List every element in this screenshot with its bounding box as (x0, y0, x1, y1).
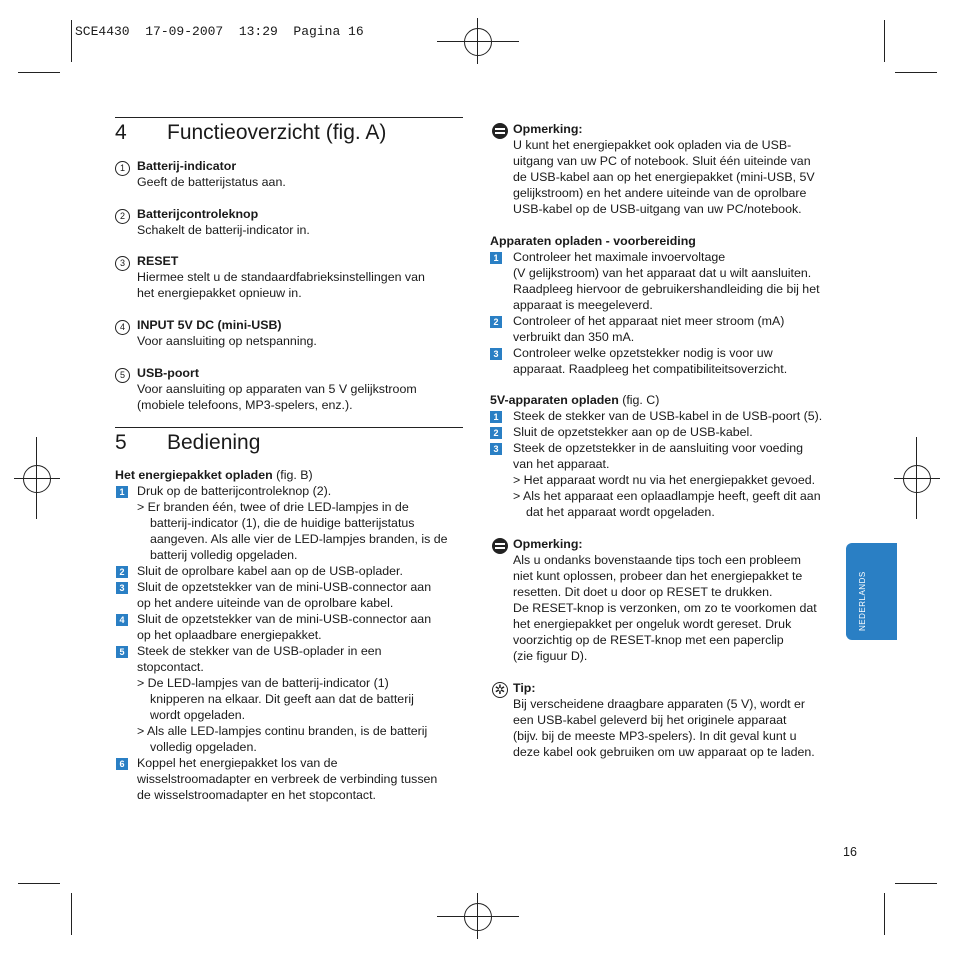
subheading-normal: (fig. B) (272, 468, 313, 482)
registration-mark-icon (464, 28, 492, 56)
paragraph-line: De RESET-knop is verzonken, om zo te voorkomen dat (513, 601, 817, 615)
crop-mark (916, 437, 917, 519)
step-text: > Als het apparaat een oplaadlampje heeft, geeft dit aan (513, 489, 821, 503)
paragraph-line: uitgang van uw PC of notebook. Sluit één uiteinde van (513, 154, 811, 168)
step-number-badge: 1 (490, 411, 502, 423)
subheading-charging (115, 468, 313, 482)
item-number-circle: 2 (115, 209, 130, 224)
step-text: de wisselstroomadapter en het stopcontact. (137, 788, 376, 802)
step-text: Sluit de opzetstekker van de mini-USB-connector aan (137, 580, 432, 594)
note-icon (492, 123, 508, 139)
step-number-badge: 5 (116, 646, 128, 658)
step-text: apparaat. Raadpleeg het compatibiliteitsoverzicht. (513, 362, 788, 376)
step-number-badge: 2 (490, 427, 502, 439)
step-text: stopcontact. (137, 660, 204, 674)
paragraph-line: deze kabel ook gebruiken om uw apparaat op te laden. (513, 745, 815, 759)
item-description: Voor aansluiting op netspanning. (137, 334, 317, 348)
step-text: Sluit de oprolbare kabel aan op de USB-oplader. (137, 564, 403, 578)
item-number-circle: 4 (115, 320, 130, 335)
item-title: Batterij-indicator (137, 159, 237, 173)
crop-mark (437, 916, 519, 917)
crop-mark (18, 883, 60, 884)
step-text: Druk op de batterijcontroleknop (2). (137, 484, 332, 498)
paragraph-line: Bij verscheidene draagbare apparaten (5 V), wordt er (513, 697, 806, 711)
step-number-badge: 2 (490, 316, 502, 328)
step-number-badge: 2 (116, 566, 128, 578)
crop-mark (477, 18, 478, 64)
step-text: > Er branden één, twee of drie LED-lampjes in de (137, 500, 409, 514)
step-text: > Het apparaat wordt nu via het energiepakket gevoed. (513, 473, 816, 487)
step-number-badge: 3 (490, 443, 502, 455)
step-text: Controleer het maximale invoervoltage (513, 250, 726, 264)
step-text: (V gelijkstroom) van het apparaat dat u wilt aansluiten. (513, 266, 812, 280)
subheading-bold: Het energiepakket opladen (115, 468, 273, 482)
tip-icon: ✲ (492, 682, 508, 698)
paragraph-line: het energiepakket per ongeluk wordt gereset. Druk (513, 617, 792, 631)
step-text: Raadpleeg hiervoor de gebruikershandleiding die bij het (513, 282, 820, 296)
step-text: apparaat is meegeleverd. (513, 298, 653, 312)
step-number-badge: 1 (490, 252, 502, 264)
step-text: volledig opgeladen. (150, 740, 257, 754)
item-description: Voor aansluiting op apparaten van 5 V gelijkstroom (137, 382, 417, 396)
section-title: Functieoverzicht (fig. A) (167, 121, 387, 144)
crop-mark (895, 883, 937, 884)
item-description: het energiepakket opnieuw in. (137, 286, 302, 300)
section-5-heading (115, 427, 463, 456)
paragraph-line: USB-kabel op de USB-uitgang van uw PC/notebook. (513, 202, 802, 216)
step-number-badge: 3 (490, 348, 502, 360)
paragraph-line: voorzichtig op de RESET-knop met een paperclip (513, 633, 784, 647)
item-title: INPUT 5V DC (mini-USB) (137, 318, 282, 332)
crop-mark (477, 893, 478, 939)
note-icon (492, 538, 508, 554)
paragraph-line: (bijv. bij de meeste MP3-spelers). In dit geval kunt u (513, 729, 797, 743)
step-number-badge: 3 (116, 582, 128, 594)
paragraph-line: niet kunt oplossen, probeer dan het energiepakket te (513, 569, 803, 583)
crop-mark (884, 893, 885, 935)
crop-mark (71, 20, 72, 62)
step-text: Sluit de opzetstekker aan op de USB-kabel. (513, 425, 753, 439)
language-tab (846, 543, 897, 640)
step-text: > Als alle LED-lampjes continu branden, is de batterij (137, 724, 428, 738)
charge5v-title: 5V-apparaten opladen (490, 393, 619, 407)
step-text: Steek de stekker van de USB-oplader in een (137, 644, 382, 658)
step-text: dat het apparaat wordt opgeladen. (526, 505, 715, 519)
item-description: (mobiele telefoons, MP3-spelers, enz.). (137, 398, 353, 412)
note-title: Opmerking: (513, 537, 583, 551)
step-text: op het andere uiteinde van de oprolbare kabel. (137, 596, 394, 610)
crop-mark (71, 893, 72, 935)
step-text: aangeven. Als alle vier de LED-lampjes branden, is de (150, 532, 448, 546)
crop-mark (18, 72, 60, 73)
step-number-badge: 6 (116, 758, 128, 770)
crop-mark (437, 41, 519, 42)
item-number-circle: 1 (115, 161, 130, 176)
crop-mark (14, 478, 60, 479)
section-number: 5 (115, 431, 127, 454)
crop-mark (894, 478, 940, 479)
step-text: van het apparaat. (513, 457, 610, 471)
paragraph-line: (zie figuur D). (513, 649, 588, 663)
charge5v-fig: (fig. C) (618, 393, 660, 407)
item-title: RESET (137, 254, 179, 268)
step-text: verbruikt dan 350 mA. (513, 330, 635, 344)
step-number-badge: 4 (116, 614, 128, 626)
paragraph-line: de USB-kabel aan op het energiepakket (mini-USB, 5V (513, 170, 815, 184)
step-text: > De LED-lampjes van de batterij-indicator (1) (137, 676, 389, 690)
item-description: Geeft de batterijstatus aan. (137, 175, 286, 189)
registration-mark-icon (903, 465, 931, 493)
paragraph-line: resetten. Dit doet u door op RESET te drukken. (513, 585, 773, 599)
step-text: wisselstroomadapter en verbreek de verbinding tussen (137, 772, 438, 786)
paragraph-line: U kunt het energiepakket ook opladen via de USB- (513, 138, 792, 152)
paragraph-line: Als u ondanks bovenstaande tips toch een probleem (513, 553, 801, 567)
paragraph-line: gelijkstroom) en het andere uiteinde van de oprolbare (513, 186, 807, 200)
paragraph-line: een USB-kabel geleverd bij het originele apparaat (513, 713, 787, 727)
crop-mark (884, 20, 885, 62)
section-4-heading (115, 117, 463, 146)
step-number-badge: 1 (116, 486, 128, 498)
tip-title: Tip: (513, 681, 536, 695)
language-tab-label: NEDERLANDS (858, 571, 867, 631)
step-text: knipperen na elkaar. Dit geeft aan dat de batterij (150, 692, 414, 706)
page-number: 16 (843, 845, 857, 859)
step-text: Sluit de opzetstekker van de mini-USB-connector aan (137, 612, 432, 626)
prep-heading: Apparaten opladen - voorbereiding (490, 234, 696, 248)
step-text: op het oplaadbare energiepakket. (137, 628, 322, 642)
section-number: 4 (115, 121, 127, 144)
registration-mark-icon (464, 903, 492, 931)
step-text: batterij volledig opgeladen. (150, 548, 298, 562)
step-text: batterij-indicator (1), die de huidige batterijstatus (150, 516, 415, 530)
item-title: USB-poort (137, 366, 199, 380)
step-text: Koppel het energiepakket los van de (137, 756, 338, 770)
step-text: Controleer of het apparaat niet meer stroom (mA) (513, 314, 785, 328)
registration-mark-icon (23, 465, 51, 493)
step-text: wordt opgeladen. (150, 708, 246, 722)
item-number-circle: 3 (115, 256, 130, 271)
item-number-circle: 5 (115, 368, 130, 383)
charge5v-heading (490, 393, 659, 407)
item-description: Hiermee stelt u de standaardfabrieksinstellingen van (137, 270, 425, 284)
crop-mark (895, 72, 937, 73)
item-description: Schakelt de batterij-indicator in. (137, 223, 310, 237)
print-header: SCE4430 17-09-2007 13:29 Pagina 16 (75, 24, 364, 39)
step-text: Steek de opzetstekker in de aansluiting voor voeding (513, 441, 803, 455)
step-text: Controleer welke opzetstekker nodig is voor uw (513, 346, 773, 360)
note-title: Opmerking: (513, 122, 583, 136)
step-text: Steek de stekker van de USB-kabel in de USB-poort (5). (513, 409, 823, 423)
item-title: Batterijcontroleknop (137, 207, 259, 221)
section-title: Bediening (167, 431, 261, 454)
crop-mark (36, 437, 37, 519)
